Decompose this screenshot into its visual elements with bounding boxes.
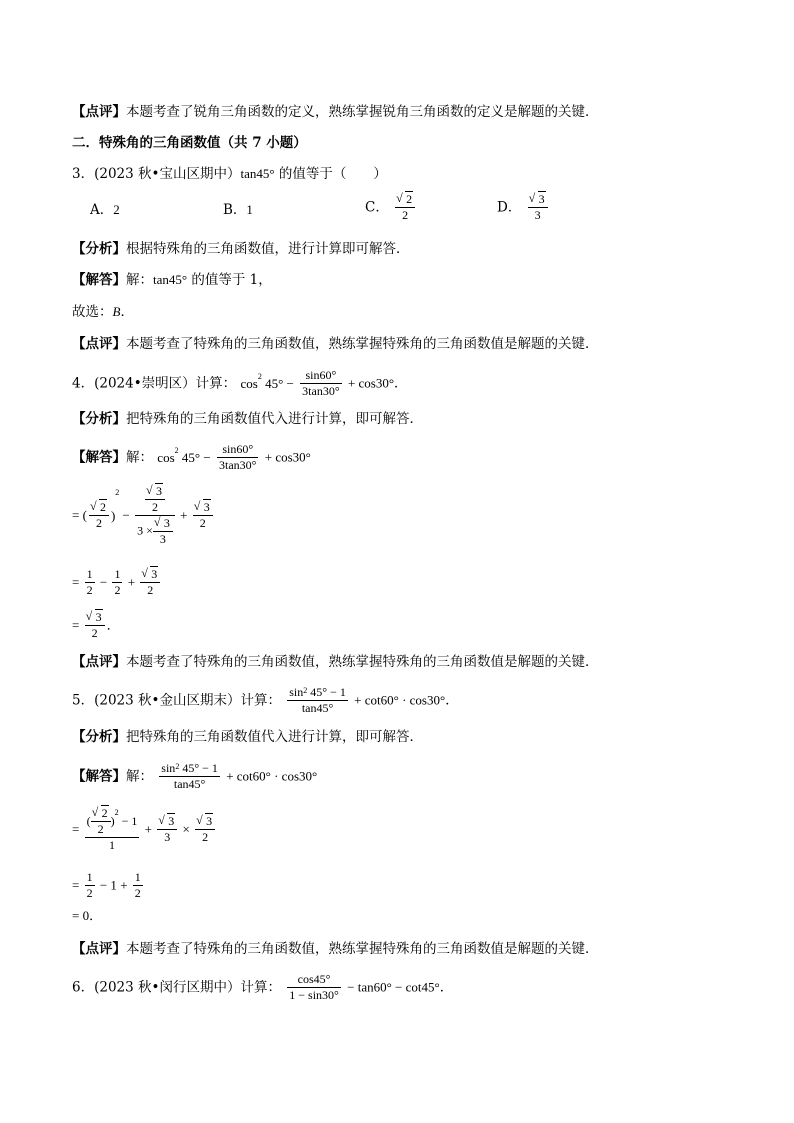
q5-step-3: = 0．	[72, 908, 103, 923]
q5-step-1: = ( √ $\frac{2}{2}$ )$^2$ − 1 1 + √ $\frac{3}{3}$ × √ $\frac{3}{2}$	[72, 806, 217, 853]
q3-option-c-fraction: √ $\frac{2}{2}$	[395, 192, 415, 223]
q3-analysis: 【分析】根据特殊角的三角函数值，进行计算即可解答．	[72, 241, 410, 257]
question-3	[72, 164, 387, 184]
question-5: 5．(2023 秋•金山区期末）计算： $\frac{\sin^2 45^\circ - 1}{\tan 45^\circ}$ + cot60° · cos30°．	[72, 685, 459, 715]
q3-suffix: 的值等于（ ）	[274, 166, 387, 182]
comment-line-q2	[72, 102, 599, 122]
q4-step-2: = $\frac{1}{2}$ − $\frac{1}{2}$ + √ $\frac{3}{2}$	[72, 567, 162, 598]
q6-fraction: $\frac{\cos 45^\circ}{1 - \sin 30^\circ}$	[289, 972, 339, 1002]
q4-fraction: $\frac{\sin 60^\circ}{3\tan 30^\circ}$	[302, 368, 340, 398]
q4-analysis: 【分析】把特殊角的三角函数值代入进行计算，即可解答．	[72, 411, 423, 427]
q3-option-b: B．1	[223, 202, 253, 218]
q3-answer: 【解答】解：tan45° 的值等于 1，	[72, 272, 272, 288]
comment-text: 本题考查了锐角三角函数的定义，熟练掌握锐角三角函数的定义是解题的关键．	[126, 104, 599, 120]
q4-step-3: = √ $\frac{3}{2}$ ．	[72, 610, 120, 641]
q4-answer: 【解答】解： $\cos^2 45^\circ$ − $\frac{\sin 60^\circ}{3\tan 30^\circ}$ + cos30°	[72, 442, 311, 472]
q5-answer-fraction: $\frac{\sin^2 45^\circ - 1}{\tan 45^\circ}$	[161, 761, 218, 791]
q4-step-1: = ( √ $\frac{2}{2}$ )$^2$ − √ $\frac{3}{2}$ 3 × √ $\frac{3}{3}$ + √ $\frac{3}{2}$	[72, 484, 215, 547]
q3-choice: 故选：B．	[72, 304, 134, 320]
q3-option-d: D． √ $\frac{3}{3}$	[497, 192, 550, 223]
q3-prefix: 3．(2023 秋•宝山区期中）	[72, 166, 241, 182]
q3-option-d-fraction: √ $\frac{3}{3}$	[528, 192, 548, 223]
q4-comment: 【点评】本题考查了特殊角的三角函数值，熟练掌握特殊角的三角函数值是解题的关键．	[72, 654, 599, 670]
q5-fraction: $\frac{\sin^2 45^\circ - 1}{\tan 45^\circ}$	[289, 685, 346, 715]
q4-answer-fraction: $\frac{\sin 60^\circ}{3\tan 30^\circ}$	[218, 442, 257, 472]
q5-step-2: = $\frac{1}{2}$ − 1 + $\frac{1}{2}$	[72, 870, 141, 900]
q5-comment: 【点评】本题考查了特殊角的三角函数值，熟练掌握特殊角的三角函数值是解题的关键．	[72, 941, 599, 957]
q3-option-a: A．2	[90, 202, 120, 218]
question-4: 4．(2024•崇明区）计算： $\cos^2 45^\circ$ − $\frac{\sin 60^\circ}{3\tan 30^\circ}$ + cos30°．	[72, 368, 408, 398]
q3-option-c: C． √ $\frac{2}{2}$	[365, 192, 417, 223]
comment-tag: 【点评】	[72, 104, 126, 120]
q3-expr: tan45°	[240, 166, 275, 181]
section-title: 二．特殊角的三角函数值（共 7 小题）	[72, 135, 307, 151]
q3-comment: 【点评】本题考查了特殊角的三角函数值，熟练掌握特殊角的三角函数值是解题的关键．	[72, 336, 599, 352]
q5-answer: 【解答】解： $\frac{\sin^2 45^\circ - 1}{\tan 45^\circ}$ + cot60° · cos30°	[72, 761, 318, 791]
q5-analysis: 【分析】把特殊角的三角函数值代入进行计算，即可解答．	[72, 729, 423, 745]
question-6: 6．(2023 秋•闵行区期中）计算： $\frac{\cos 45^\circ}{1 - \sin 30^\circ}$ − tan60° − cot45°．	[72, 972, 454, 1002]
